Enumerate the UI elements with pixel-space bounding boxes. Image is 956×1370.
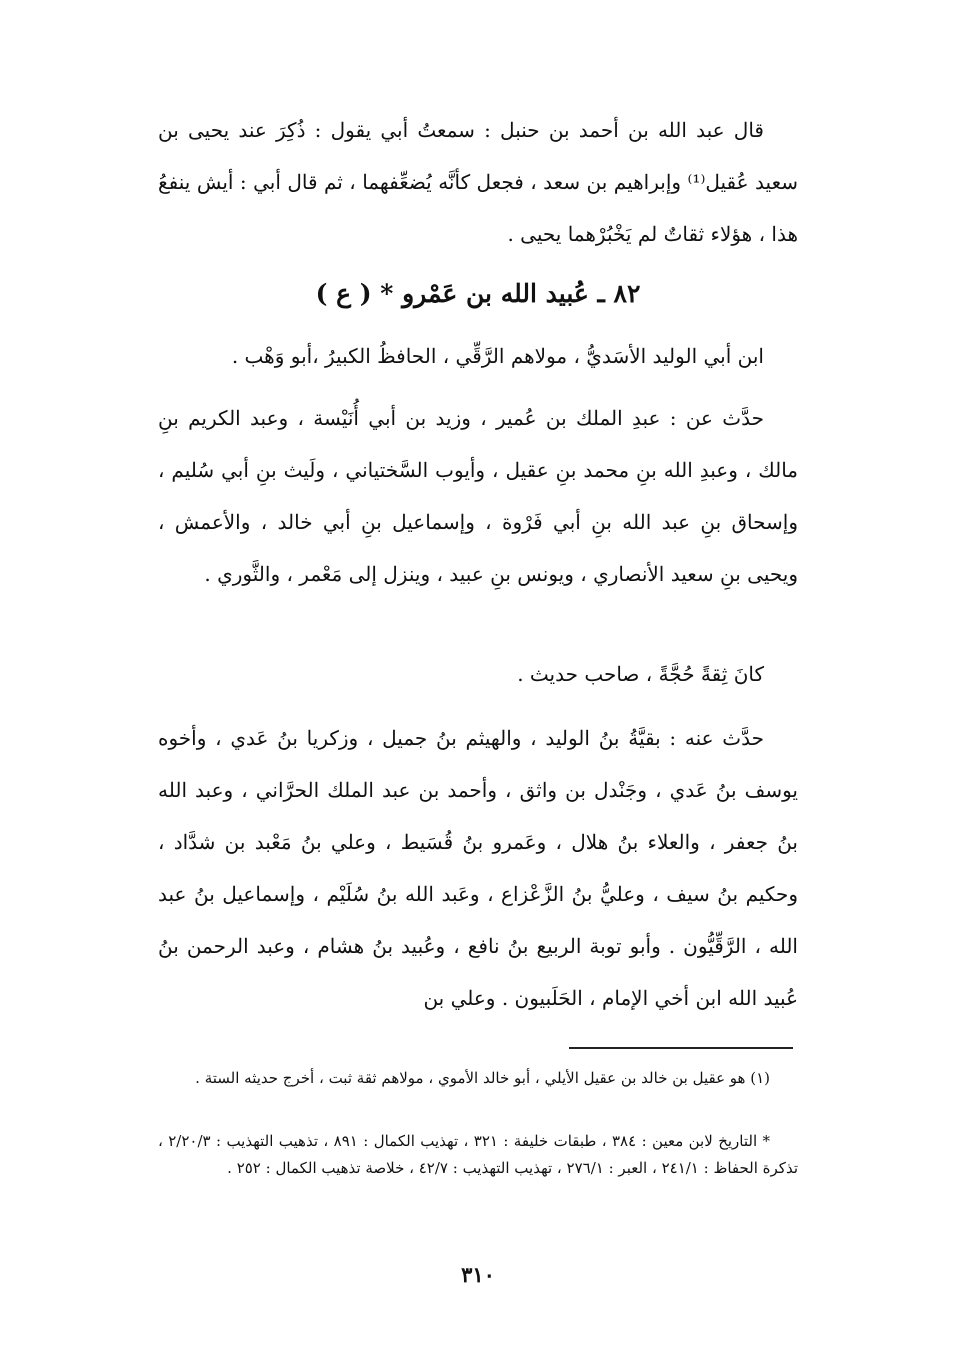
entry-heading: ٨٢ ـ عُبيد الله بن عَمْرو * ( ع ) (315, 279, 641, 308)
page-number: ٣١٠ (461, 1262, 495, 1287)
lineage-paragraph: ابن أبي الوليد الأسَديُّ ، مولاهم الرَّقِّي ، الحافظُ الكبيرُ ،أبو وَهْب . (231, 344, 764, 368)
students-paragraph: حدَّث عنه : بقيَّةُ بنُ الوليد ، والهيثم بنُ جميل ، وزكريا بنُ عَدي ، وأخوه يوسف بنُ عَدي ، وجَنْدل بن واثق ، وأحمد بن عبد الملك الحرَّاني ، وعبد الله بنُ جعفر ، والعلاء بنُ هلال ، وعَمرو بنُ قُسَيط ، وعلي بنُ مَعْبد بن شدَّاد ، وحكيم بنُ سيف ، وعليُّ بنُ الزَّعْزاع ، وعَبد الله بنُ سُلَيْم ، وإسماعيل بنُ عبد الله ، الرَّقِّيُّون . وأبو توبة الربيع بنُ نافع ، وعُبيد بنُ هشام ، وعبد الرحمن بنُ عُبيد الله ابن أخي الإمام ، الحَلَبيون . وعلي بن (158, 726, 798, 1010)
status-paragraph: كانَ ثِقةً حُجَّةً ، صاحب حديث . (517, 662, 764, 686)
footnote-divider (569, 1047, 793, 1049)
sources-footnote: * التاريخ لابن معين : ٣٨٤ ، طبقات خليفة : ٣٢١ ، تهذيب الكمال : ٨٩١ ، تذهيب التهذيب : ٢/٢٠/٣ ، تذكرة الحفاظ : ٢٤١/١ ، العبر : ٢٧٦/١ ، تهذيب التهذيب : ٤٢/٧ ، خلاصة تذهيب الكمال : ٢٥٢ . (158, 1132, 798, 1177)
footnote-1: (١) هو عقيل بن خالد بن عقيل الأيلي ، أبو خالد الأموي ، مولاهم ثقة ثبت ، أخرج حديثه الستة . (195, 1069, 770, 1087)
teachers-paragraph: حدَّث عن : عبدِ الملك بن عُمير ، وزيد بن أبي أُنَيْسة ، وعبد الكريم بنِ مالك ، وعبدِ الله بنِ محمد بنِ عقيل ، وأيوب السَّختياني ، ولَيث بنِ أبي سُليم ، وإسحاق بنِ عبد الله بنِ أبي فَرْوة ، وإسماعيل بنِ أبي خالد ، والأعمش ، ويحيى بنِ سعيد الأنصاري ، ويونس بنِ عبيد ، وينزل إلى مَعْمر ، والثَّوري . (158, 406, 798, 586)
intro-paragraph: قال عبد الله بن أحمد بن حنبل : سمعتُ أبي يقول : ذُكِرَ عند يحيى بن سعيد عُقيل⁽¹⁾ وإبراهيم بن سعد ، فجعل كأنَّه يُضعِّفهما ، ثم قال أبي : أيش ينفعُ هذا ، هؤلاء ثقاتٌ لم يَخْبُرْهما يحيى . (158, 118, 798, 246)
